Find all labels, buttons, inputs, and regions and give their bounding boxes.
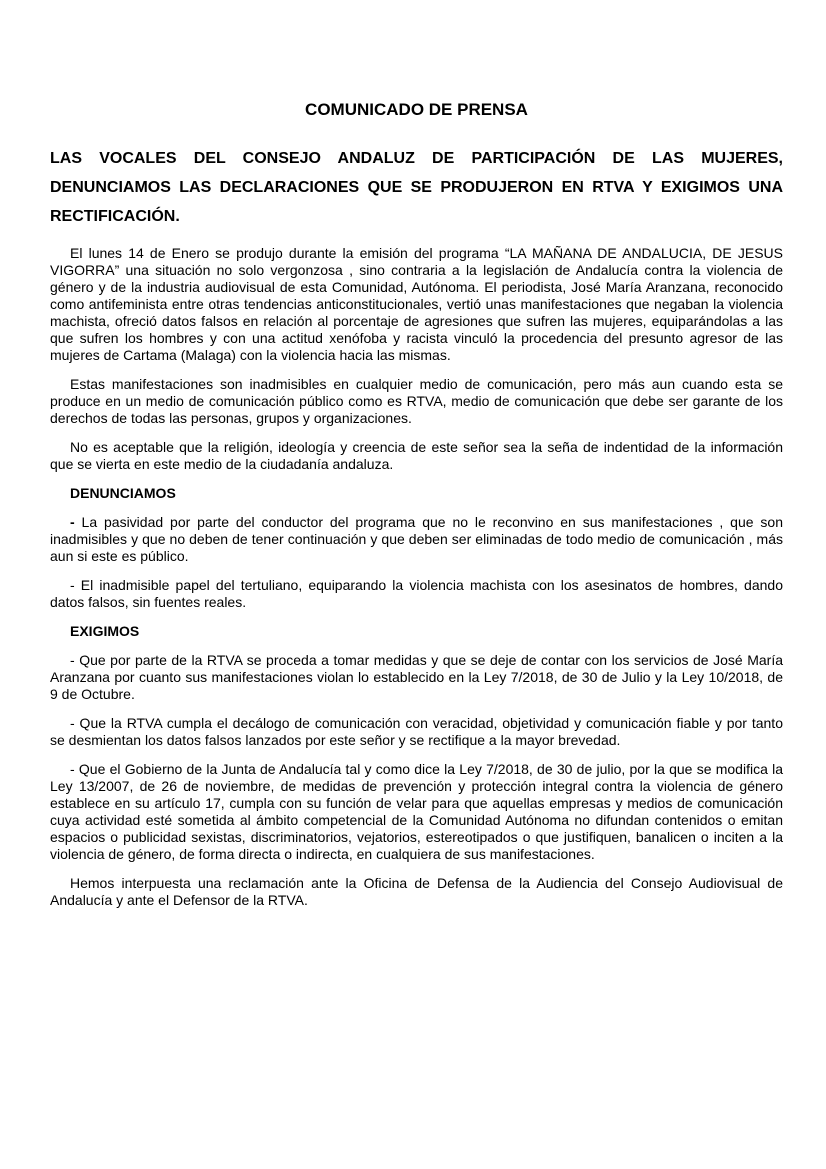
intro-paragraph: Estas manifestaciones son inadmisibles en cualquier medio de comunicación, pero más aun cuando esta se produce en un medio de comunicación público como es RTVA, medio de comunicación que debe ser garante de los derechos de todas las personas, grupos y organizaciones. <box>50 376 783 426</box>
item-dash: - <box>70 514 75 530</box>
denuncia-item-text: La pasividad por parte del conductor del programa que no le reconvino en sus manifestaciones , que son inadmisibles y que no deben de tener continuación y que deben ser eliminadas de todo medio de comunicación , más aun si este es público. <box>50 514 783 564</box>
denuncia-item <box>50 514 783 565</box>
closing-paragraph: Hemos interpuesta una reclamación ante la Oficina de Defensa de la Audiencia del Consejo Audiovisual de Andalucía y ante el Defensor de la RTVA. <box>50 875 783 908</box>
exigencia-item: - Que el Gobierno de la Junta de Andalucía tal y como dice la Ley 7/2018, de 30 de julio, por la que se modifica la Ley 13/2007, de 26 de noviembre, de medidas de prevención y protección integral contra la violencia de género establece en su artículo 17, cumpla con su función de velar para que aquellas empresas y medios de comunicación cuya actividad esté sometida al ámbito competencial de la Comunidad Autónoma no difundan contenidos o emitan espacios o publicidad sexistas, discriminatorios, vejatorios, estereotipados o que justifiquen, banalicen o inciten a la violencia de género, de forma directa o indirecta, en cualquiera de sus manifestaciones. <box>50 761 783 862</box>
section-heading-denunciamos: DENUNCIAMOS <box>70 485 176 501</box>
exigencia-item: - Que la RTVA cumpla el decálogo de comunicación con veracidad, objetividad y comunicación fiable y por tanto se desmientan los datos falsos lanzados por este señor y se rectifique a la mayor brevedad. <box>50 715 783 748</box>
page-title: COMUNICADO DE PRENSA <box>305 100 528 119</box>
intro-paragraph: El lunes 14 de Enero se produjo durante la emisión del programa “LA MAÑANA DE ANDALUCIA, DE JESUS VIGORRA” una situación no solo vergonzosa , sino contraria a la legislación de Andalucía contra la violencia de género y de la industria audiovisual de esta Comunidad, Autónoma. El periodista, José María Aranzana, reconocido como antifeminista entre otras tendencias anticonstitucionales, vertió unas manifestaciones que negaban la violencia machista, ofreció datos falsos en relación al porcentaje de agresiones que sufren las mujeres, equiparándolas a las que sufren los hombres y con una actitud xenófoba y racista vinculó la procedencia del presunto agresor de las mujeres de Cartama (Malaga) con la violencia hacia las mismas. <box>50 245 783 363</box>
section-heading-exigimos: EXIGIMOS <box>70 623 140 639</box>
denuncia-item: - El inadmisible papel del tertuliano, equiparando la violencia machista con los asesinatos de hombres, dando datos falsos, sin fuentes reales. <box>50 577 783 610</box>
exigencia-item: - Que por parte de la RTVA se proceda a tomar medidas y que se deje de contar con los servicios de José María Aranzana por cuanto sus manifestaciones violan lo establecido en la Ley 7/2018, de 30 de Julio y la Ley 10/2018, de 9 de Octubre. <box>50 652 783 702</box>
press-headline: LAS VOCALES DEL CONSEJO ANDALUZ DE PARTICIPACIÓN DE LAS MUJERES, DENUNCIAMOS LAS DECLARACIONES QUE SE PRODUJERON EN RTVA Y EXIGIMOS UNA RECTIFICACIÓN. <box>50 150 783 225</box>
intro-paragraph: No es aceptable que la religión, ideología y creencia de este señor sea la seña de indentidad de la información que se vierta en este medio de la ciudadanía andaluza. <box>50 439 783 472</box>
document-body <box>50 245 783 921</box>
